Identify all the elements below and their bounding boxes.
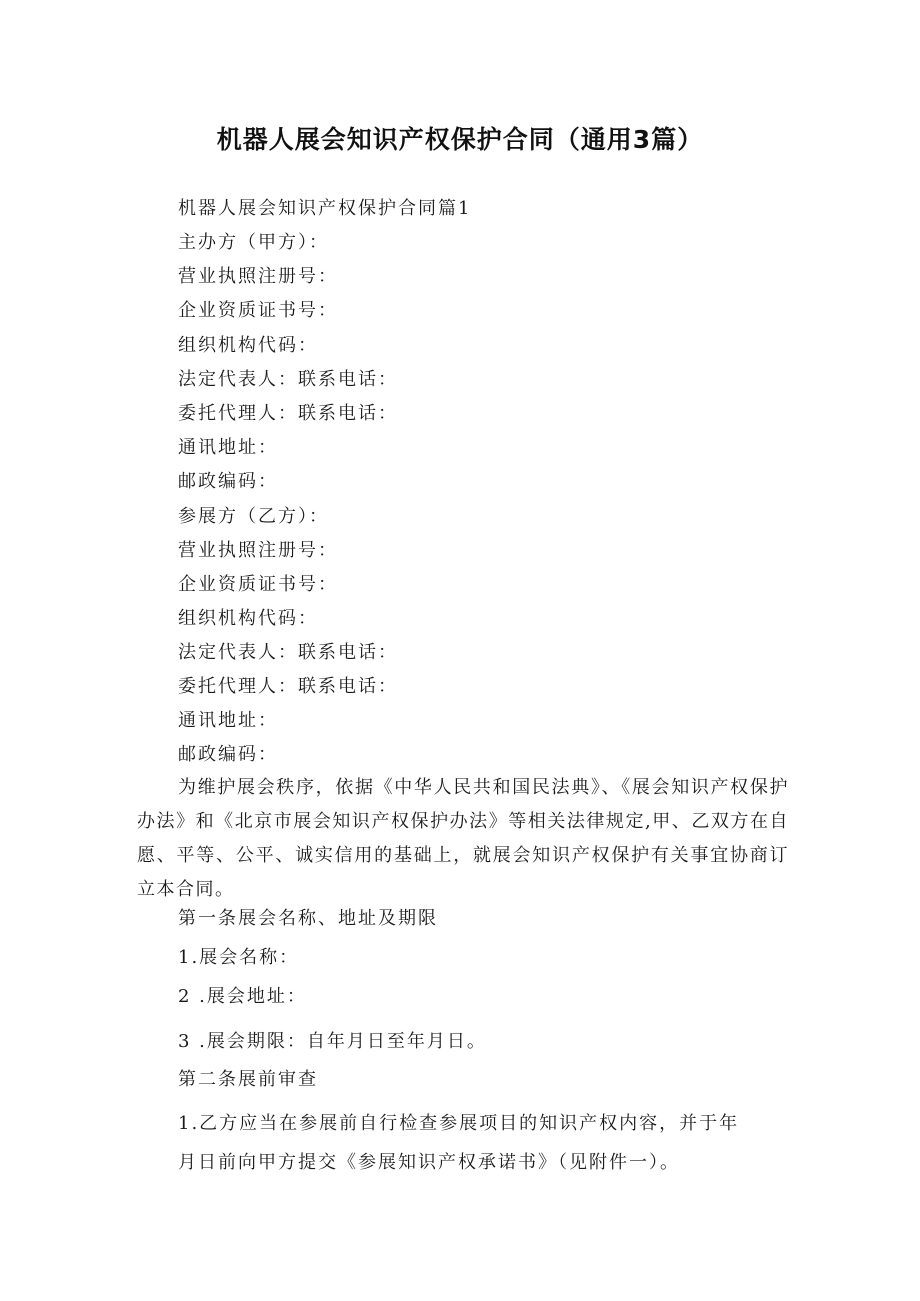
party-b-org-code-field: 组织机构代码： [178, 608, 318, 629]
party-b-agent-field: 委托代理人：联系电话： [178, 676, 398, 697]
intro-paragraph: 为维护展会秩序，依据《中华人民共和国民法典》、《展会知识产权保护办法》和《北京市展会知识产权保护办法》等相关法律规定,甲、乙双方在自愿、平等、公平、诚实信用的基础上，就展会知识产权保护有关事宜协商订立本合同。 [137, 777, 789, 900]
party-b-label: 参展方（乙方）： [178, 506, 329, 527]
article1-item-address: 2 .展会地址： [178, 986, 307, 1007]
party-b-postcode-field: 邮政编码： [178, 744, 278, 765]
party-b-license-field: 营业执照注册号： [178, 540, 338, 561]
party-b-certificate-field: 企业资质证书号： [178, 574, 338, 595]
document-title: 机器人展会知识产权保护合同（通用3篇） [216, 125, 704, 154]
party-a-org-code-field: 组织机构代码： [178, 335, 318, 356]
article1-heading: 第一条展会名称、地址及期限 [178, 908, 438, 929]
contract-subtitle: 机器人展会知识产权保护合同篇1 [178, 198, 472, 219]
article2-item1-line2: 月日前向甲方提交《参展知识产权承诺书》（见附件一）。 [178, 1152, 680, 1173]
party-b-representative-field: 法定代表人：联系电话： [178, 642, 398, 663]
article1-item-period: 3 .展会期限：自年月日至年月日。 [178, 1031, 487, 1052]
article2-item1-line1: 1.乙方应当在参展前自行检查参展项目的知识产权内容，并于年 [178, 1113, 740, 1134]
party-a-postcode-field: 邮政编码： [178, 471, 278, 492]
party-a-address-field: 通讯地址： [178, 437, 278, 458]
party-a-agent-field: 委托代理人：联系电话： [178, 403, 398, 424]
article2-heading: 第二条展前审查 [178, 1069, 318, 1090]
party-a-representative-field: 法定代表人：联系电话： [178, 369, 398, 390]
article1-item-name: 1.展会名称： [178, 947, 300, 968]
party-a-certificate-field: 企业资质证书号： [178, 300, 338, 321]
party-a-label: 主办方（甲方）： [178, 232, 329, 253]
party-a-license-field: 营业执照注册号： [178, 266, 338, 287]
party-b-address-field: 通讯地址： [178, 710, 278, 731]
